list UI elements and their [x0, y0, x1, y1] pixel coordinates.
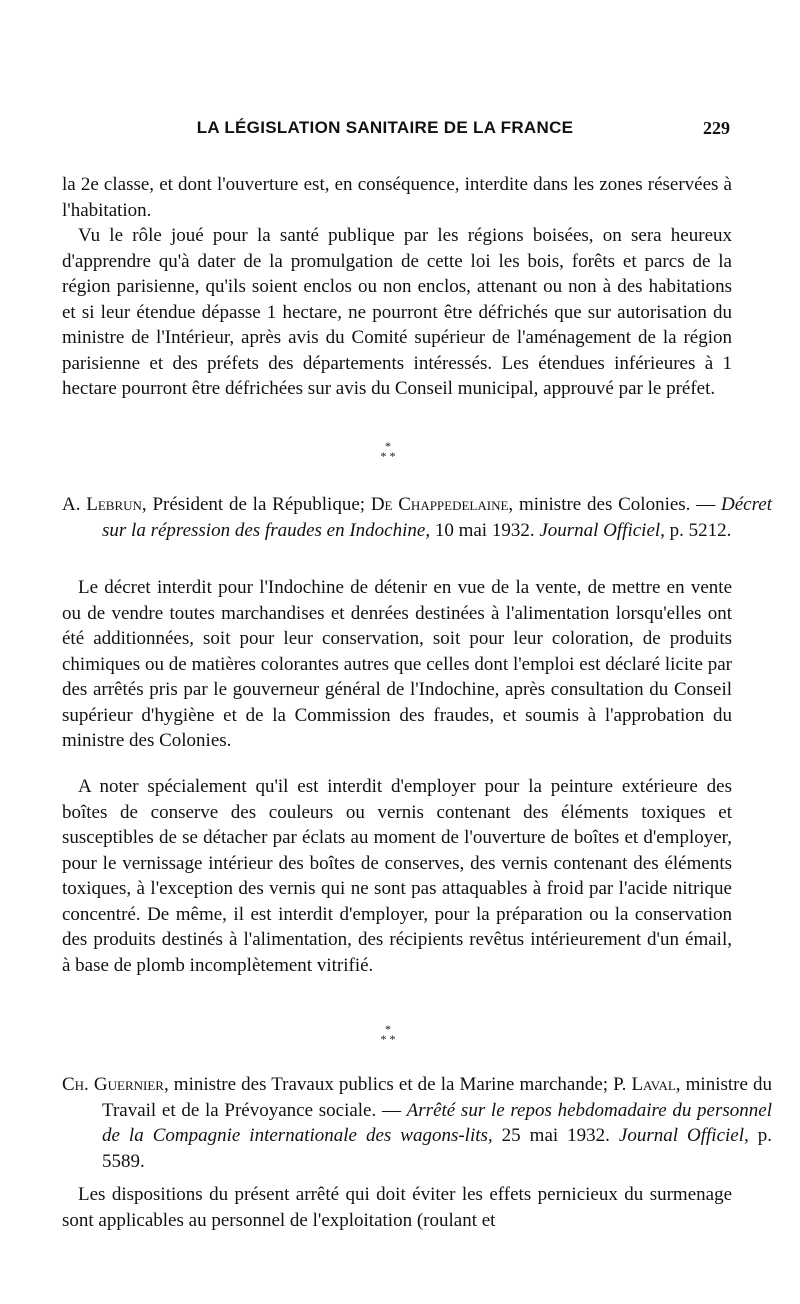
asterism-top: * — [385, 439, 391, 453]
author-role: Président de la République; — [152, 494, 366, 515]
section-asterism — [376, 1024, 400, 1050]
asterism-bottom: * * — [380, 449, 396, 463]
author-name: De Chappedelaine, — [370, 494, 514, 515]
page-number: 229 — [703, 118, 730, 138]
decree-reference-indochine — [62, 492, 772, 543]
journal-name: Journal Officiel, — [539, 519, 665, 541]
decree-date: 25 mai 1932. — [501, 1125, 610, 1146]
section-asterism — [376, 441, 400, 467]
journal-page: p. 5589. — [102, 1125, 773, 1172]
journal-name: Journal Officiel, — [618, 1125, 749, 1146]
decree-reference-wagons-lits — [62, 1072, 772, 1174]
decree-date: 10 mai 1932. — [434, 519, 535, 541]
decree-title: Arrêté sur le repos hebdomadaire du personnel de la Compagnie internationale des wagons-lits, — [102, 1099, 772, 1146]
journal-page: p. 5212. — [669, 519, 732, 541]
paragraph-decree-summary: Le décret interdit pour l'Indochine de détenir en vue de la vente, de mettre en vente ou de vendre toutes marchandises et denrées destinées à l'alimentation lorsqu'elles ont été additionnées, soit pour leur conservation, soit pour leur coloration, de produits chimiques ou de matières colorantes autres que celles dont l'emploi est déclaré licite par des arrêtés pris par le gouverneur général de l'Indochine, après consultation du Conseil supérieur d'hygiène et de la Commission des fraudes, et soumis à l'approbation du ministre des Colonies. — [62, 577, 732, 751]
author-name: P. Laval, — [613, 1074, 681, 1095]
paragraph-continued: la 2e classe, et dont l'ouverture est, en conséquence, interdite dans les zones réservées à l'habitation. — [62, 174, 732, 221]
author-role: ministre du Travail et de la Prévoyance sociale. — — [102, 1074, 773, 1121]
asterism-bottom: * * — [380, 1032, 396, 1046]
running-header — [150, 118, 740, 146]
decree-title: Décret sur la répression des fraudes en Indochine, — [102, 494, 772, 541]
asterism-top: * — [385, 1022, 391, 1036]
paragraph-preserved-cans: A noter spécialement qu'il est interdit d'employer pour la peinture extérieure des boîtes de conserve des couleurs ou vernis contenant des éléments toxiques et susceptibles de se détacher par éclats au moment de l'ouverture de boîtes et d'employer, pour le vernissage intérieur des boîtes de conserves, des vernis contenant des éléments toxiques, à l'exception des vernis qui ne sont pas attaquables à froid par l'acide nitrique concentré. De même, il est interdit d'employer, pour la préparation ou la conservation des produits destinés à l'alimentation, des récipients revêtus intérieurement d'un émail, à base de plomb incomplètement vitrifié. — [62, 776, 732, 976]
author-name: A. Lebrun, — [62, 494, 147, 515]
paragraph-provisions: Les dispositions du présent arrêté qui doit éviter les effets pernicieux du surmenage sont applicables au personnel de l'exploitation (roulant et — [62, 1184, 732, 1231]
author-role: ministre des Travaux publics et de la Marine marchande; — [173, 1074, 609, 1095]
author-role: ministre des Colonies. — — [518, 494, 716, 515]
paragraph-forests: Vu le rôle joué pour la santé publique par les régions boisées, on sera heureux d'apprendre qu'à dater de la promulgation de cette loi les bois, forêts et parcs de la région parisienne, qu'ils soient enclos ou non enclos, attenant ou non à des habitations et si leur étendue dépasse 1 hectare, ne pourront être défrichés que sur autorisation du ministre de l'Intérieur, après avis du Comité supérieur de l'aménagement de la région parisienne et des préfets des départements intéressés. Les étendues inférieures à 1 hectare pourront être défrichées sur avis du Conseil municipal, approuvé par le préfet. — [62, 225, 732, 399]
author-name: Ch. Guernier, — [62, 1074, 169, 1095]
header-title: LA LÉGISLATION SANITAIRE DE LA FRANCE — [196, 118, 574, 137]
